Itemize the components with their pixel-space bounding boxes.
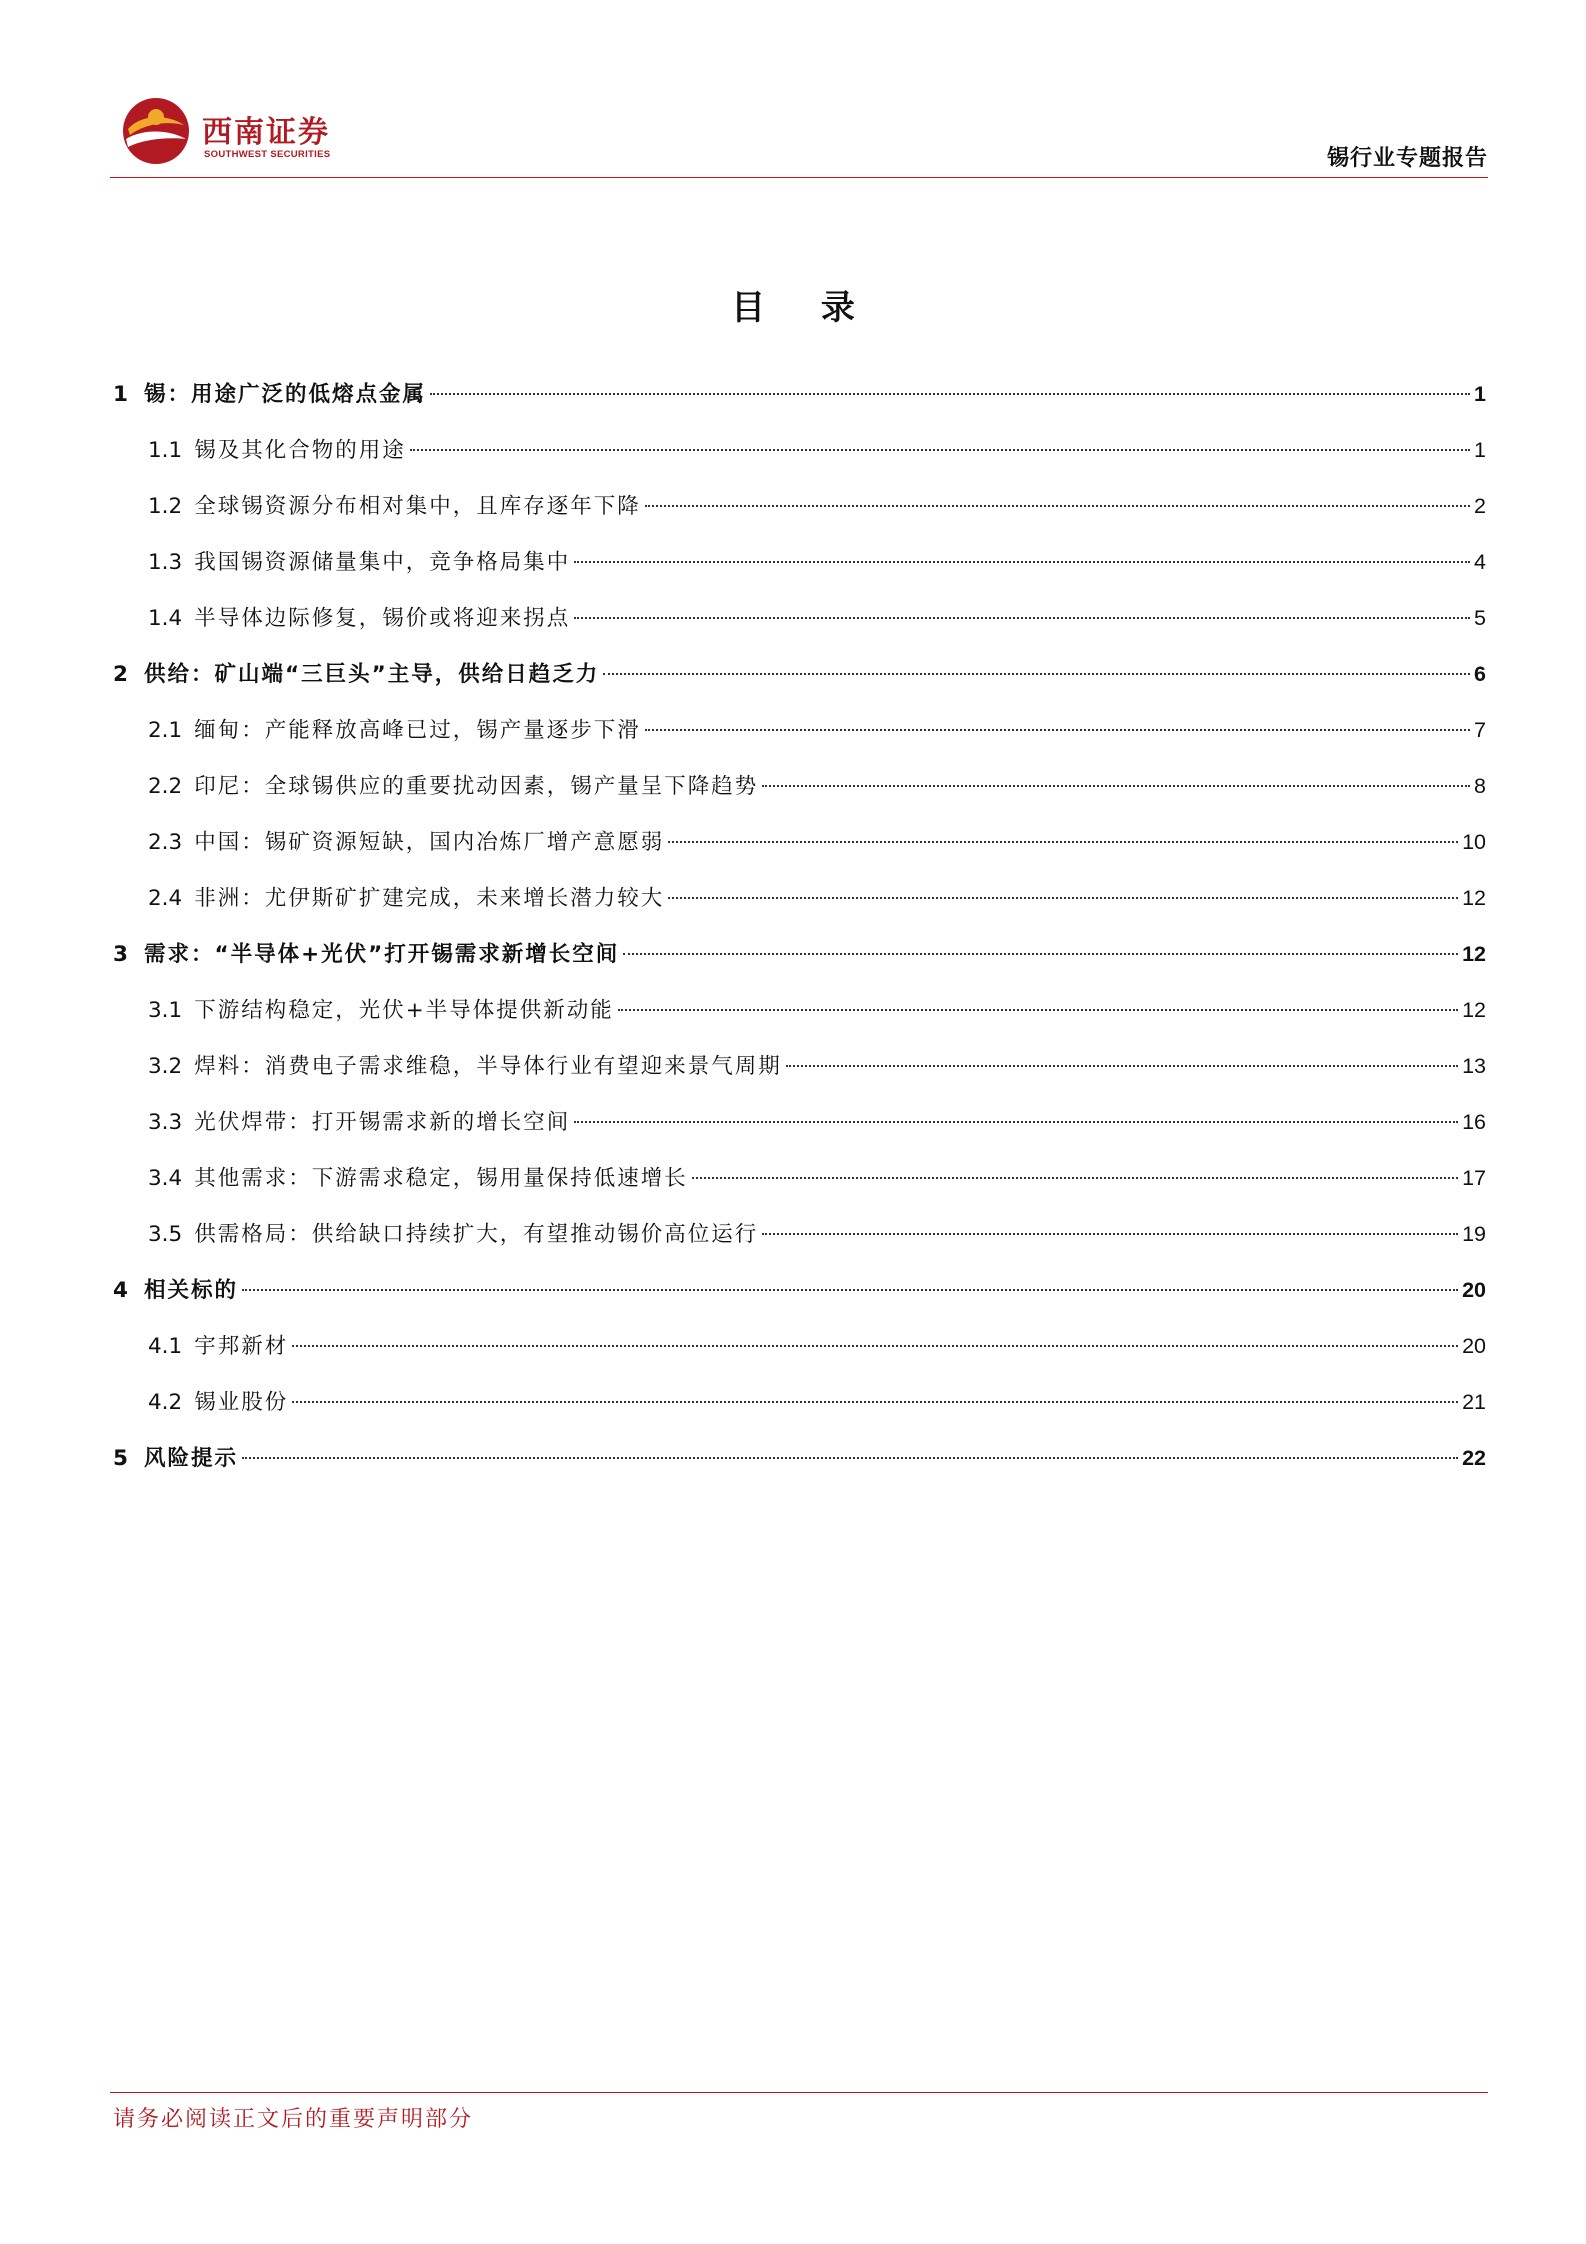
logo-chinese-name: 西南证券: [202, 115, 330, 150]
toc-entry-number: 2.4: [148, 886, 183, 911]
toc-leader-dots: [292, 1401, 1458, 1403]
toc-leader-dots: [292, 1345, 1458, 1347]
toc-leader-dots: [603, 673, 1470, 675]
toc-entry-title: 全球锡资源分布相对集中，且库存逐年下降: [194, 494, 641, 519]
toc-entry-title: 中国：锡矿资源短缺，国内冶炼厂增产意愿弱: [194, 830, 665, 855]
toc-entry-page: 7: [1474, 718, 1486, 742]
toc-subsection-entry[interactable]: [113, 1206, 1486, 1262]
toc-leader-dots: [574, 1121, 1458, 1123]
page-header: [110, 95, 1488, 177]
toc-leader-dots: [692, 1177, 1458, 1179]
toc-entry-page: 5: [1474, 606, 1486, 630]
toc-entry-number: 4.1: [148, 1334, 183, 1359]
toc-subsection-entry[interactable]: [113, 422, 1486, 478]
toc-entry-title: 非洲：尤伊斯矿扩建完成，未来增长潜力较大: [194, 886, 665, 911]
toc-entry-page: 22: [1462, 1446, 1486, 1470]
toc-title: 目 录: [731, 288, 877, 328]
toc-entry-page: 8: [1474, 774, 1486, 798]
toc-leader-dots: [242, 1457, 1458, 1459]
toc-entry-title: 下游结构稳定，光伏+半导体提供新动能: [194, 998, 614, 1023]
toc-subsection-entry[interactable]: [113, 1038, 1486, 1094]
toc-leader-dots: [668, 897, 1458, 899]
toc-entry-number: 3.4: [148, 1166, 183, 1191]
toc-leader-dots: [645, 505, 1470, 507]
toc-leader-dots: [430, 393, 1470, 395]
report-type-title: 锡行业专题报告: [1326, 146, 1488, 171]
toc-subsection-entry[interactable]: [113, 590, 1486, 646]
toc-subsection-entry[interactable]: [113, 1094, 1486, 1150]
toc-subsection-entry[interactable]: [113, 702, 1486, 758]
toc-entry-title: 供给：矿山端“三巨头”主导，供给日趋乏力: [143, 662, 600, 687]
toc-entry-page: 1: [1474, 438, 1486, 462]
toc-entry-number: 3: [113, 942, 128, 967]
toc-leader-dots: [574, 561, 1470, 563]
toc-leader-dots: [623, 953, 1458, 955]
toc-entry-title: 需求：“半导体+光伏”打开锡需求新增长空间: [143, 942, 620, 967]
header-divider: [110, 177, 1488, 178]
toc-entry-page: 6: [1474, 662, 1486, 686]
toc-entry-title: 相关标的: [143, 1278, 238, 1303]
toc-entry-title: 我国锡资源储量集中，竞争格局集中: [194, 550, 571, 575]
toc-entry-number: 3.2: [148, 1054, 183, 1079]
toc-entry-number: 1.2: [148, 494, 183, 519]
toc-entry-title: 供需格局：供给缺口持续扩大，有望推动锡价高位运行: [194, 1222, 759, 1247]
toc-leader-dots: [574, 617, 1470, 619]
toc-entry-title: 半导体边际修复，锡价或将迎来拐点: [194, 606, 571, 631]
toc-entry-page: 4: [1474, 550, 1486, 574]
toc-entry-title: 其他需求：下游需求稳定，锡用量保持低速增长: [194, 1166, 688, 1191]
toc-leader-dots: [762, 1233, 1458, 1235]
toc-entry-number: 2.2: [148, 774, 183, 799]
toc-entry-page: 12: [1462, 886, 1486, 910]
toc-entry-title: 锡业股份: [194, 1390, 289, 1415]
toc-entry-page: 16: [1462, 1110, 1486, 1134]
logo-english-name: SOUTHWEST SECURITIES: [204, 149, 331, 160]
toc-entry-title: 锡：用途广泛的低熔点金属: [143, 382, 426, 407]
toc-entry-title: 焊料：消费电子需求维稳，半导体行业有望迎来景气周期: [194, 1054, 782, 1079]
toc-entry-page: 19: [1462, 1222, 1486, 1246]
footer-divider: [110, 2092, 1488, 2093]
toc-entry-number: 3.1: [148, 998, 183, 1023]
toc-entry-title: 缅甸：产能释放高峰已过，锡产量逐步下滑: [194, 718, 641, 743]
toc-entry-number: 1.1: [148, 438, 183, 463]
toc-entry-number: 3.5: [148, 1222, 183, 1247]
toc-entry-number: 2.3: [148, 830, 183, 855]
toc-subsection-entry[interactable]: [113, 1374, 1486, 1430]
toc-entry-page: 12: [1462, 998, 1486, 1022]
toc-section-entry[interactable]: [113, 1430, 1486, 1486]
toc-entry-number: 1: [113, 382, 128, 407]
toc-entry-title: 风险提示: [143, 1446, 238, 1471]
toc-entry-page: 17: [1462, 1166, 1486, 1190]
toc-subsection-entry[interactable]: [113, 814, 1486, 870]
toc-entry-page: 2: [1474, 494, 1486, 518]
company-logo: [120, 95, 380, 167]
toc-subsection-entry[interactable]: [113, 478, 1486, 534]
toc-section-entry[interactable]: [113, 366, 1486, 422]
toc-entry-number: 4: [113, 1278, 128, 1303]
toc-leader-dots: [242, 1289, 1458, 1291]
toc-subsection-entry[interactable]: [113, 982, 1486, 1038]
toc-entry-number: 4.2: [148, 1390, 183, 1415]
table-of-contents: [113, 366, 1486, 1486]
toc-entry-page: 1: [1474, 382, 1486, 406]
toc-entry-page: 13: [1462, 1054, 1486, 1078]
toc-entry-number: 2.1: [148, 718, 183, 743]
toc-entry-page: 12: [1462, 942, 1486, 966]
toc-entry-page: 10: [1462, 830, 1486, 854]
toc-entry-title: 锡及其化合物的用途: [194, 438, 406, 463]
toc-leader-dots: [668, 841, 1458, 843]
toc-entry-number: 1.3: [148, 550, 183, 575]
toc-entry-number: 2: [113, 662, 128, 687]
toc-leader-dots: [645, 729, 1470, 731]
toc-subsection-entry[interactable]: [113, 1318, 1486, 1374]
toc-entry-page: 20: [1462, 1334, 1486, 1358]
toc-entry-title: 印尼：全球锡供应的重要扰动因素，锡产量呈下降趋势: [194, 774, 759, 799]
toc-leader-dots: [786, 1065, 1458, 1067]
toc-entry-title: 光伏焊带：打开锡需求新的增长空间: [194, 1110, 571, 1135]
toc-section-entry[interactable]: [113, 646, 1486, 702]
toc-entry-title: 宇邦新材: [194, 1334, 289, 1359]
toc-leader-dots: [762, 785, 1470, 787]
toc-section-entry[interactable]: [113, 1262, 1486, 1318]
footer-disclaimer: 请务必阅读正文后的重要声明部分: [113, 2107, 474, 2132]
toc-section-entry[interactable]: [113, 926, 1486, 982]
toc-entry-number: 3.3: [148, 1110, 183, 1135]
toc-subsection-entry[interactable]: [113, 758, 1486, 814]
toc-leader-dots: [618, 1009, 1458, 1011]
toc-subsection-entry[interactable]: [113, 1150, 1486, 1206]
toc-entry-page: 21: [1462, 1390, 1486, 1414]
toc-entry-number: 1.4: [148, 606, 183, 631]
toc-entry-page: 20: [1462, 1278, 1486, 1302]
toc-subsection-entry[interactable]: [113, 534, 1486, 590]
toc-entry-number: 5: [113, 1446, 128, 1471]
toc-leader-dots: [410, 449, 1470, 451]
toc-subsection-entry[interactable]: [113, 870, 1486, 926]
logo-emblem-icon: [120, 95, 192, 167]
